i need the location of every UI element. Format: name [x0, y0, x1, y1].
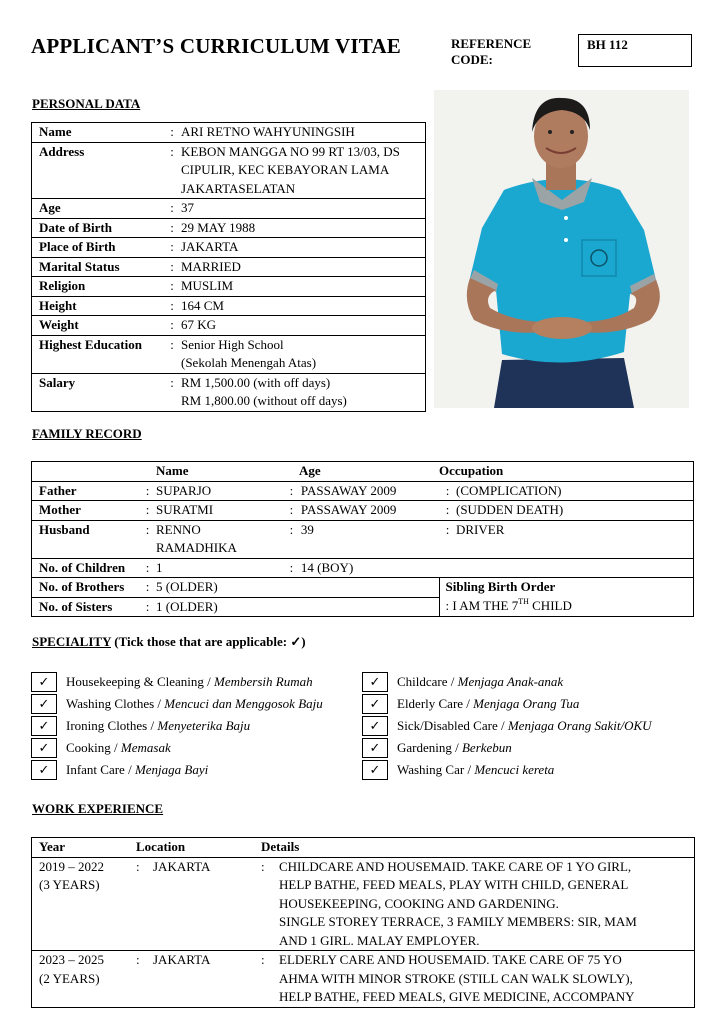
colon-separator: :	[282, 481, 301, 501]
personal-label: Place of Birth	[32, 238, 164, 258]
colon-separator: :	[439, 501, 456, 521]
family-name-line: SUPARJO	[156, 482, 212, 498]
family-label: Father	[32, 481, 140, 501]
applicant-photo-illustration	[434, 90, 689, 408]
personal-value	[181, 316, 426, 336]
speciality-label-en: Washing Clothes /	[66, 696, 165, 711]
personal-row	[32, 373, 426, 411]
sibling-order-label: Sibling Birth Order	[445, 579, 556, 594]
personal-row	[32, 277, 426, 297]
colon-separator: :	[282, 520, 301, 558]
family-occupation: (COMPLICATION)	[456, 481, 694, 501]
personal-value-line: CIPULIR, KEC KEBAYORAN LAMA	[181, 162, 390, 177]
family-label: No. of Sisters	[32, 597, 140, 617]
speciality-label-en: Elderly Care /	[397, 696, 474, 711]
colon-separator: :	[139, 558, 156, 578]
work-location: JAKARTA	[153, 858, 211, 874]
checkbox-checked-icon[interactable]: ✓	[31, 738, 57, 758]
personal-value-line: 67 KG	[181, 317, 217, 332]
family-name-line: 1	[156, 559, 163, 575]
work-details-line: CHILDCARE AND HOUSEMAID. TAKE CARE OF 1 YO GIRL,	[279, 858, 632, 874]
checkbox-checked-icon[interactable]: ✓	[362, 672, 388, 692]
work-details-line: AHMA WITH MINOR STROKE (STILL CAN WALK SLOWLY),	[279, 970, 633, 986]
speciality-label	[397, 674, 563, 690]
colon-separator: :	[261, 952, 265, 967]
personal-value-line: MUSLIM	[181, 278, 234, 293]
colon-separator: :	[139, 520, 156, 558]
personal-value-line: RM 1,500.00 (with off days)	[181, 374, 331, 390]
personal-row	[32, 335, 426, 373]
personal-value-line: KEBON MANGGA NO 99 RT 13/03, DS	[181, 143, 400, 159]
speciality-item	[362, 759, 652, 781]
speciality-label	[66, 674, 313, 690]
speciality-label-en: Washing Car /	[397, 762, 475, 777]
personal-row	[32, 316, 426, 336]
work-row	[32, 951, 695, 1008]
speciality-label	[66, 762, 208, 778]
speciality-label-en: Cooking /	[66, 740, 121, 755]
family-record-heading: FAMILY RECORD	[32, 426, 142, 441]
speciality-item	[362, 715, 652, 737]
personal-value	[181, 142, 426, 199]
colon-separator: :	[163, 277, 181, 297]
speciality-list-left	[31, 671, 323, 781]
speciality-item	[31, 671, 323, 693]
personal-value-line: MARRIED	[181, 258, 241, 274]
speciality-label-ms: Menyeterika Baju	[157, 718, 251, 733]
colon-separator: :	[282, 558, 301, 578]
work-header-location: Location	[136, 839, 186, 854]
personal-label: Weight	[32, 316, 164, 336]
speciality-label-ms: Membersih Rumah	[214, 674, 313, 689]
personal-data-table	[31, 122, 426, 412]
personal-value-line: JAKARTASELATAN	[181, 180, 296, 196]
family-occupation: (SUDDEN DEATH)	[456, 501, 694, 521]
speciality-label	[397, 718, 652, 734]
speciality-label-ms: Menjaga Orang Tua	[473, 696, 580, 711]
personal-label: Age	[32, 199, 164, 219]
speciality-label-en: Infant Care /	[66, 762, 135, 777]
personal-value	[181, 335, 426, 373]
family-age: PASSAWAY 2009	[301, 481, 439, 501]
work-row	[32, 857, 695, 951]
colon-separator: :	[261, 858, 265, 874]
personal-value	[181, 218, 426, 238]
speciality-label-en: Housekeeping & Cleaning /	[66, 674, 215, 689]
personal-label: Address	[32, 142, 164, 199]
applicant-photo	[434, 90, 689, 408]
personal-label: Name	[32, 123, 164, 143]
family-name	[156, 481, 282, 501]
colon-separator: :	[163, 199, 181, 219]
colon-separator: :	[139, 481, 156, 501]
reference-code-label	[451, 36, 571, 68]
personal-value	[181, 257, 426, 277]
family-row	[32, 481, 694, 501]
speciality-item	[362, 671, 652, 693]
speciality-label-ms: Memasak	[120, 740, 171, 755]
colon-separator: :	[136, 952, 140, 967]
colon-separator: :	[163, 238, 181, 258]
personal-value-line: ARI RETNO WAHYUNINGSIH	[181, 124, 355, 139]
personal-value	[181, 277, 426, 297]
personal-label: Salary	[32, 373, 164, 411]
colon-separator: :	[139, 597, 156, 617]
speciality-label-en: Childcare /	[397, 674, 458, 689]
family-row	[32, 558, 694, 578]
work-year-line: (2 YEARS)	[39, 970, 100, 986]
work-year	[32, 857, 137, 951]
colon-separator: :	[163, 335, 181, 373]
work-year-line: (3 YEARS)	[39, 877, 100, 892]
colon-separator: :	[136, 858, 140, 874]
personal-row	[32, 257, 426, 277]
speciality-instruction: (Tick those that are applicable: ✓)	[110, 634, 306, 649]
page-title: APPLICANT’S CURRICULUM VITAE	[31, 34, 402, 58]
speciality-label	[66, 718, 250, 734]
speciality-label-en: Sick/Disabled Care /	[397, 718, 508, 733]
personal-value-line: RM 1,800.00 (without off days)	[181, 393, 347, 408]
checkbox-checked-icon[interactable]: ✓	[31, 716, 57, 736]
personal-value	[181, 373, 426, 411]
speciality-label	[66, 740, 171, 756]
colon-separator: :	[163, 257, 181, 277]
personal-value	[181, 123, 426, 143]
personal-row	[32, 296, 426, 316]
family-record-table	[31, 461, 694, 617]
work-header-row	[32, 838, 695, 858]
family-name-line: RAMADHIKA	[156, 540, 237, 555]
family-row	[32, 501, 694, 521]
family-name	[156, 501, 282, 521]
speciality-label-ms: Menjaga Orang Sakit/OKU	[507, 718, 652, 733]
speciality-item	[31, 715, 323, 737]
personal-value-line: (Sekolah Menengah Atas)	[181, 355, 317, 370]
family-name	[156, 558, 282, 578]
personal-value	[181, 296, 426, 316]
work-header-year: Year	[39, 839, 65, 854]
work-details-line: SINGLE STOREY TERRACE, 3 FAMILY MEMBERS: SIR, MAM	[279, 914, 637, 929]
personal-value-line: 37	[181, 200, 194, 215]
sibling-order-value	[446, 597, 694, 616]
family-row-brothers	[32, 578, 694, 598]
sibling-order-suffix: CHILD	[528, 597, 572, 613]
work-location: JAKARTA	[153, 952, 211, 967]
speciality-item	[31, 737, 323, 759]
colon-separator: :	[139, 501, 156, 521]
family-header-name: Name	[156, 462, 282, 482]
speciality-label-ms: Menjaga Bayi	[134, 762, 209, 777]
personal-label: Highest Education	[32, 335, 164, 373]
checkbox-checked-icon[interactable]: ✓	[362, 716, 388, 736]
family-occupation: DRIVER	[456, 520, 694, 558]
personal-label: Height	[32, 296, 164, 316]
work-header-details: Details	[261, 839, 300, 854]
sibling-order-sup: TH	[518, 596, 529, 606]
family-label: Husband	[32, 520, 140, 558]
colon-separator: :	[282, 501, 301, 521]
colon-separator: :	[139, 578, 156, 598]
colon-separator: :	[439, 520, 456, 558]
work-details-line: HELP BATHE, FEED MEALS, GIVE MEDICINE, ACCOMPANY	[279, 989, 635, 1004]
reference-label-line-2: CODE:	[451, 52, 493, 67]
sibling-order-prefix: : I AM THE 7	[445, 597, 519, 613]
personal-row	[32, 218, 426, 238]
reference-label-line-1: REFERENCE	[451, 36, 532, 51]
work-details	[279, 951, 695, 1008]
family-row	[32, 520, 694, 558]
family-label: No. of Brothers	[32, 578, 140, 598]
brothers-value: 5 (OLDER)	[156, 578, 439, 598]
personal-data-heading: PERSONAL DATA	[32, 96, 141, 111]
speciality-label-ms: Mencuci kereta	[474, 762, 555, 777]
colon-separator: :	[163, 123, 181, 143]
speciality-heading	[32, 634, 306, 650]
work-experience-heading: WORK EXPERIENCE	[32, 801, 164, 816]
speciality-label-ms: Mencuci dan Menggosok Baju	[164, 696, 323, 711]
family-label: No. of Children	[32, 558, 140, 578]
family-age: 39	[301, 520, 439, 558]
family-name	[156, 520, 282, 558]
personal-label: Marital Status	[32, 257, 164, 277]
checkbox-checked-icon[interactable]: ✓	[31, 760, 57, 780]
work-year-line: 2019 – 2022	[39, 858, 104, 874]
personal-row	[32, 199, 426, 219]
speciality-title: SPECIALITY	[32, 634, 111, 649]
work-details-line: HELP BATHE, FEED MEALS, PLAY WITH CHILD, GENERAL	[279, 877, 629, 892]
speciality-item	[31, 759, 323, 781]
speciality-item	[31, 693, 323, 715]
family-header-row	[32, 462, 694, 482]
speciality-label	[397, 740, 512, 756]
family-header-occupation: Occupation	[439, 462, 694, 482]
speciality-label-en: Gardening /	[397, 740, 462, 755]
checkbox-checked-icon[interactable]: ✓	[362, 694, 388, 714]
sisters-value: 1 (OLDER)	[156, 597, 439, 617]
personal-value-line: Senior High School	[181, 336, 284, 352]
personal-row	[32, 123, 426, 143]
speciality-item	[362, 737, 652, 759]
family-age: 14 (BOY)	[301, 558, 439, 578]
speciality-label-ms: Menjaga Anak-anak	[457, 674, 564, 689]
speciality-label-ms: Berkebun	[461, 740, 512, 755]
colon-separator: :	[163, 373, 181, 411]
family-header-age: Age	[282, 462, 439, 482]
checkbox-checked-icon[interactable]: ✓	[31, 694, 57, 714]
personal-value-line: JAKARTA	[181, 239, 239, 254]
speciality-label	[397, 696, 579, 712]
personal-value	[181, 238, 426, 258]
work-experience-table	[31, 837, 695, 1008]
work-details-line: HOUSEKEEPING, COOKING AND GARDENING.	[279, 895, 559, 911]
colon-separator: :	[163, 142, 181, 199]
speciality-label-en: Ironing Clothes /	[66, 718, 158, 733]
work-year	[32, 951, 137, 1008]
speciality-label	[397, 762, 554, 778]
colon-separator: :	[439, 481, 456, 501]
speciality-label	[66, 696, 323, 712]
personal-label: Religion	[32, 277, 164, 297]
colon-separator: :	[163, 218, 181, 238]
checkbox-checked-icon[interactable]: ✓	[362, 738, 388, 758]
family-name-line: SURATMI	[156, 502, 214, 517]
personal-value-line: 164 CM	[181, 297, 224, 313]
sibling-birth-order	[439, 578, 694, 617]
work-details-line: AND 1 GIRL. MALAY EMPLOYER.	[279, 932, 480, 948]
work-year-line: 2023 – 2025	[39, 952, 104, 967]
personal-label: Date of Birth	[32, 218, 164, 238]
work-details	[279, 857, 695, 951]
speciality-item	[362, 693, 652, 715]
reference-code-box: BH 112	[578, 34, 692, 67]
work-details-line: ELDERLY CARE AND HOUSEMAID. TAKE CARE OF 75 YO	[279, 952, 622, 967]
family-name-line: RENNO	[156, 521, 201, 537]
speciality-list-right	[362, 671, 652, 781]
personal-value	[181, 199, 426, 219]
colon-separator: :	[163, 296, 181, 316]
family-age: PASSAWAY 2009	[301, 501, 439, 521]
checkbox-checked-icon[interactable]: ✓	[362, 760, 388, 780]
personal-row	[32, 238, 426, 258]
checkbox-checked-icon[interactable]: ✓	[31, 672, 57, 692]
family-label: Mother	[32, 501, 140, 521]
colon-separator: :	[163, 316, 181, 336]
personal-value-line: 29 MAY 1988	[181, 219, 256, 235]
personal-row	[32, 142, 426, 199]
